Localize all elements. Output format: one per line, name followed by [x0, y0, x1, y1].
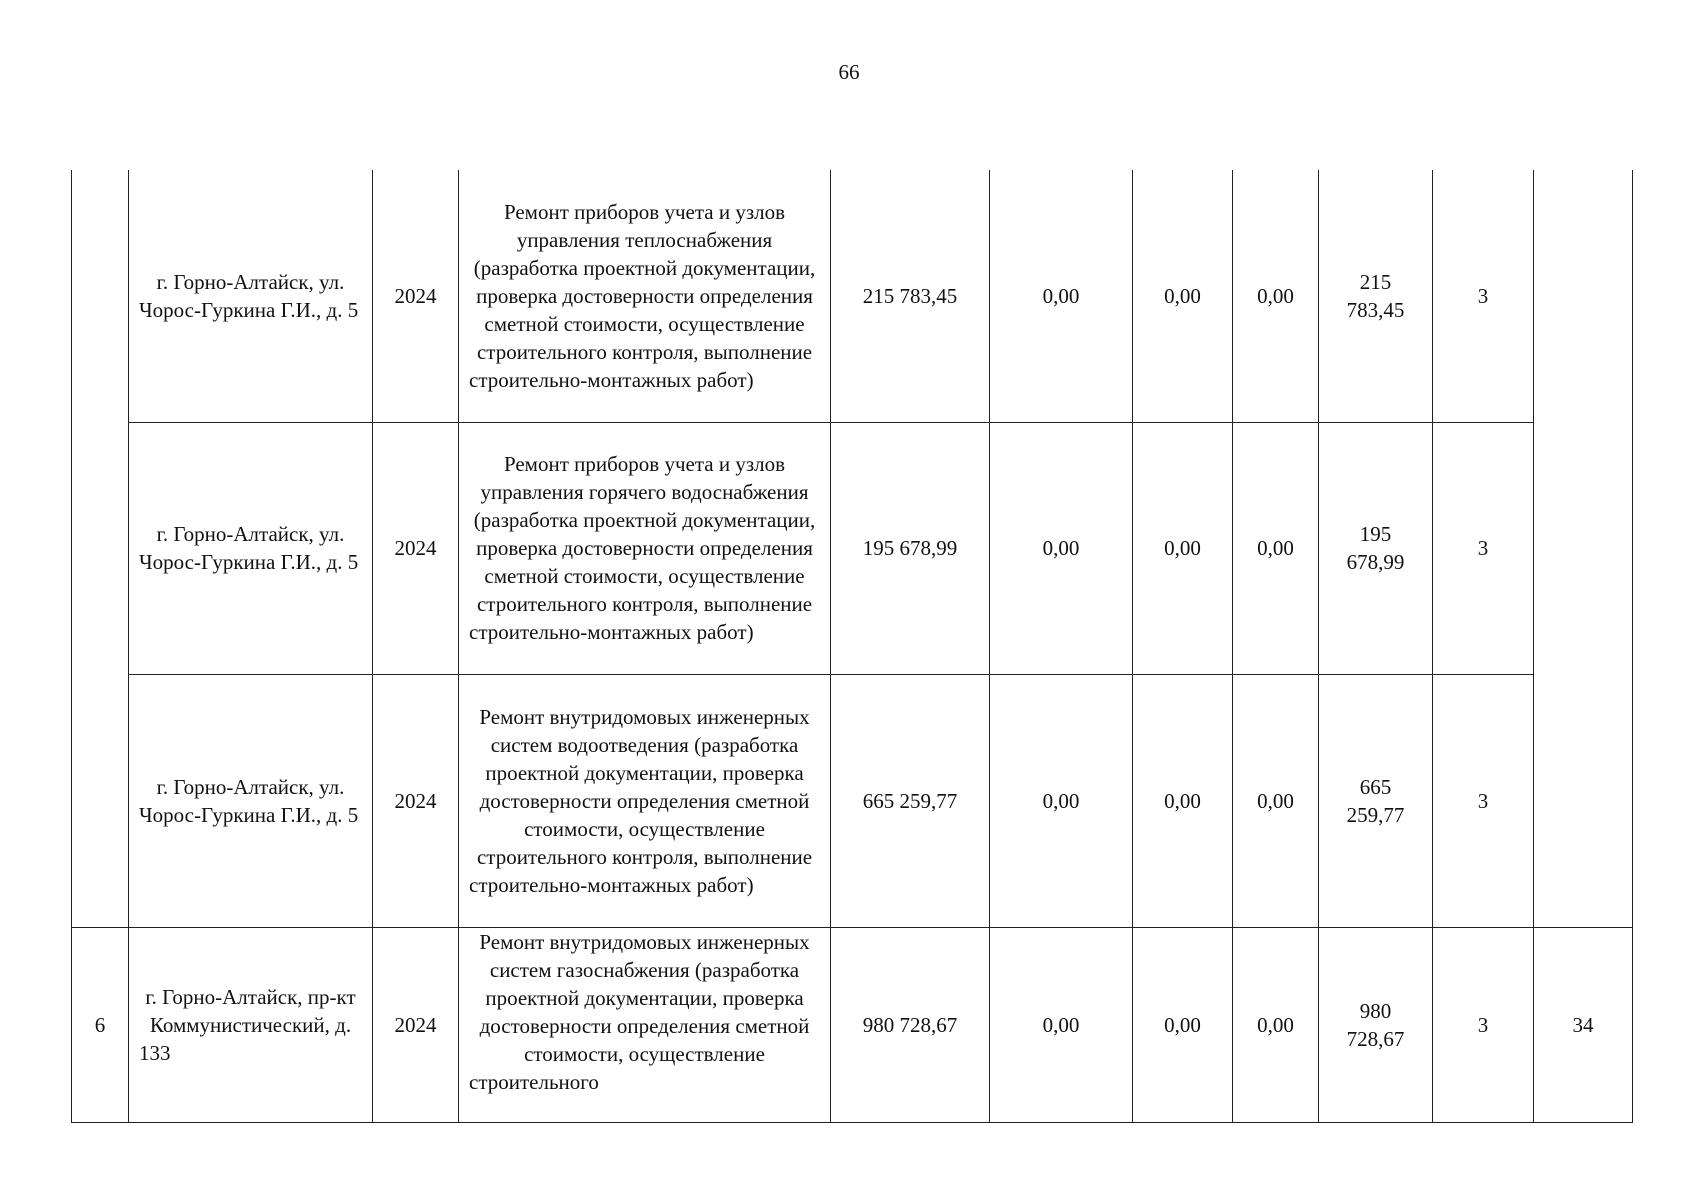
method-code-cell: 3 [1433, 674, 1534, 927]
total-cost-cell: 980 728,67 [831, 927, 990, 1122]
page-number: 66 [838, 60, 860, 84]
fund-amount-cell: 215 783,45 [1319, 170, 1433, 422]
table-row [72, 927, 1633, 1122]
extra-value-cell: 34 [1534, 927, 1633, 1122]
row-number-cell: 6 [72, 927, 129, 1122]
fund-amount-cell: 665 259,77 [1319, 674, 1433, 927]
amount-cell-5: 0,00 [990, 170, 1133, 422]
work-description-cell: Ремонт приборов учета и узлов управления теплоснабжения (разработка проектной документации, проверка достоверности определения сметной стоимости, осуществление строительного контроля, выполнение строительно-монтажных работ) [459, 170, 831, 422]
row-number-cell [72, 170, 129, 927]
method-code-cell: 3 [1433, 422, 1534, 674]
fund-amount-cell: 980 728,67 [1319, 927, 1433, 1122]
work-description-cell: Ремонт приборов учета и узлов управления горячего водоснабжения (разработка проектной документации, проверка достоверности определения сметной стоимости, осуществление строительного контроля, выполнение строительно-монтажных работ) [459, 422, 831, 674]
method-code-cell: 3 [1433, 927, 1534, 1122]
year-cell: 2024 [373, 422, 459, 674]
year-cell: 2024 [373, 170, 459, 422]
total-cost-cell: 195 678,99 [831, 422, 990, 674]
work-description-cell: Ремонт внутридомовых инженерных систем газоснабжения (разработка проектной документации, проверка достоверности определения сметной стоимости, осуществление строительного [459, 927, 831, 1122]
table-row [72, 170, 1633, 422]
amount-cell-5: 0,00 [990, 422, 1133, 674]
amount-cell-5: 0,00 [990, 927, 1133, 1122]
method-code-cell: 3 [1433, 170, 1534, 422]
address-cell: г. Горно-Алтайск, ул. Чорос-Гуркина Г.И., д. 5 [129, 674, 373, 927]
year-cell: 2024 [373, 674, 459, 927]
program-table [71, 170, 1633, 1123]
total-cost-cell: 665 259,77 [831, 674, 990, 927]
table-row [72, 674, 1633, 927]
address-cell: г. Горно-Алтайск, пр-кт Коммунистический, д. 133 [129, 927, 373, 1122]
year-cell: 2024 [373, 927, 459, 1122]
address-cell: г. Горно-Алтайск, ул. Чорос-Гуркина Г.И., д. 5 [129, 170, 373, 422]
amount-cell-6: 0,00 [1133, 674, 1233, 927]
amount-cell-7: 0,00 [1233, 927, 1319, 1122]
amount-cell-6: 0,00 [1133, 170, 1233, 422]
amount-cell-7: 0,00 [1233, 170, 1319, 422]
fund-amount-cell: 195 678,99 [1319, 422, 1433, 674]
work-description-cell: Ремонт внутридомовых инженерных систем водоотведения (разработка проектной документации, проверка достоверности определения сметной стоимости, осуществление строительного контроля, выполнение строительно-монтажных работ) [459, 674, 831, 927]
merged-empty-cell [1534, 170, 1633, 927]
amount-cell-5: 0,00 [990, 674, 1133, 927]
amount-cell-7: 0,00 [1233, 674, 1319, 927]
amount-cell-6: 0,00 [1133, 422, 1233, 674]
address-cell: г. Горно-Алтайск, ул. Чорос-Гуркина Г.И., д. 5 [129, 422, 373, 674]
table-row [72, 422, 1633, 674]
amount-cell-6: 0,00 [1133, 927, 1233, 1122]
total-cost-cell: 215 783,45 [831, 170, 990, 422]
amount-cell-7: 0,00 [1233, 422, 1319, 674]
